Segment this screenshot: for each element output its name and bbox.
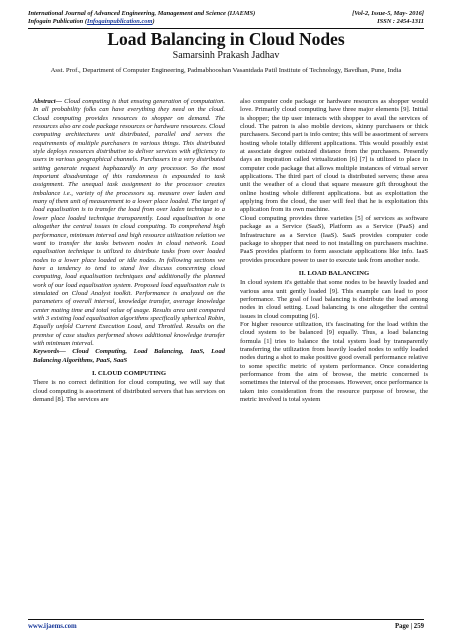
- journal-name: International Journal of Advanced Engineering, Management and Science (IJAEMS): [28, 10, 256, 17]
- section1-paragraph-right-1: also computer code package or hardware resources as shopper would love. Primarily cloud computing have three major elements [9]. Initial is shopper; the tip user interacts with shopper to avail the services of cloud. The patron is also mobile devices, skinny purchasers or thick purchasers. Second part is info centre; this will be assortment of servers hosting whole totally different applications. This would possibly exist at associate degree outsized distance from the purchasers. Presently days an inspiration called virtualization [6] [7] is utilized to place in computer code package that allows multiple instances of virtual server applications. The third part of cloud is distributed servers; these area unit the weather of a cloud that square measure gift throughout the online hosting whole different applications. but as exploitation the applying from the cloud, the user will feel that he is exploitation this application from its own machine.: [240, 98, 428, 214]
- running-header-line1: [28, 10, 424, 18]
- section2-paragraph-1: In cloud system it's gettable that some nodes to be heavily loaded and various area unit gently loaded [9]. This example can lead to poor performance. The goal of load balancing is distribute the load among nodes in cloud setting. Load balancing is one altogether the central issues in cloud computing [6].: [240, 279, 428, 320]
- author-affiliation: Asst. Prof., Department of Computer Engineering, Padmabhooshan Vasantdada Patil Institute of Technology, Bavdhan, Pune, India: [50, 67, 402, 74]
- keywords: Keywords— Cloud Computing, Load Balancing, IaaS, Load Balancing Algorithms, PaaS, SaaS: [33, 348, 225, 364]
- footer-site-link[interactable]: www.ijaems.com: [28, 623, 77, 630]
- abstract-text: Cloud computing is that ensuing generation of computation. In all probability folks can have everything they need on the cloud. Cloud computing provides resources to shopper on demand. The resources also are code package resources or hardware resources. Cloud computing architectures unit distributed, parallel and serves the requirements of multiple purchasers in various things. This distributed style deploys resources distributive to deliver services with efficiency to users in various geographical channels. Purchasers in a very distributed setting generate request haphazardly in any processor. So the most important disadvantage of this randomness is expounded to task assignment. The unequal task assignment to the processor creates imbalance i.e., variety of the processors sq. measure over laden and many of them unit of measurement to a lower place loaded. The target of load equalisation is to transfer the load from over laden technique to a lower place loaded technique transparently. Load equalisation is one altogether the central issues in cloud computing. To comprehend high performance, minimum interval and high resource utilization relation we want to transfer the tasks between nodes in cloud network. Load equalisation technique is utilized to distribute tasks from over loaded nodes to a lower place loaded or idle nodes. In following sections we have a tendency to tend to stand live discuss concerning cloud computing, load equalisation techniques and additionally the planned work of our load equalisation system. Proposed load equalisation rule is simulated on Cloud Analyst toolkit. Performance is analyzed on the parameters of overall interval, knowledge transfer, average knowledge center mating time and total value of usage. Results area unit compared with 3 existing load equalisation algorithms specifically spherical Robin, Equally unfold Current Execution Load, and Throttled. Results on the premise of case studies performed shows additional knowledge transfer with minimum interval.: [33, 98, 225, 347]
- running-header-line2: [28, 18, 424, 26]
- section1-paragraph-left: There is no correct definition for cloud computing, we will say that cloud computing is assortment of distributed servers that has services on demand [8]. The services are: [33, 379, 225, 404]
- running-footer: [28, 622, 424, 631]
- page-number: Page | 259: [394, 623, 424, 630]
- footer-rule: [28, 619, 424, 620]
- publisher-link[interactable]: Infogainpublication.com: [86, 18, 153, 25]
- section-heading-load-balancing: II. LOAD BALANCING: [298, 269, 370, 277]
- author-name: Samarsinh Prakash Jadhav: [172, 50, 280, 61]
- abstract-label: Abstract—: [33, 98, 63, 105]
- publisher-suffix: ): [152, 18, 155, 25]
- volume-info: [Vol-2, Issue-5, May- 2016]: [352, 10, 424, 17]
- section1-paragraph-right-2: Cloud computing provides three varieties [5] of services as software package as a Service (SaaS), Platform as a Service (PaaS) and Infrastructure as a Service (IaaS). SaaS provides computer code package to shopper that need to not installing on purchasers machine. PaaS provides platform to form associate applications like info. IaaS provides procedure power to user to execute task from another node.: [240, 214, 428, 264]
- publisher-prefix: Infogain Publication (: [28, 18, 87, 25]
- abstract: [33, 98, 225, 348]
- section2-paragraph-2: For higher resource utilization, it's fascinating for the load within the cloud system to be balanced [9] equally. Thus, a load balancing formula [1] tries to balance the total system load by transparently transferring the utilization from heavily loaded nodes to softly loaded nodes during a shot to make positive good overall performance relative to some specific metric of system performance. Once considering performance from the aim of browse, the metric concerned is sometimes the interval of the processes. However, once performance is taken into consideration from the resource purpose of browse, the metric involved is total system: [240, 320, 428, 404]
- paper-title: Load Balancing in Cloud Nodes: [107, 29, 345, 49]
- publisher: [28, 18, 155, 26]
- left-column: [33, 98, 225, 404]
- right-column: [240, 98, 428, 404]
- section-heading-cloud-computing: I. CLOUD COMPUTING: [91, 370, 167, 377]
- issn: ISSN : 2454-1311: [377, 18, 424, 25]
